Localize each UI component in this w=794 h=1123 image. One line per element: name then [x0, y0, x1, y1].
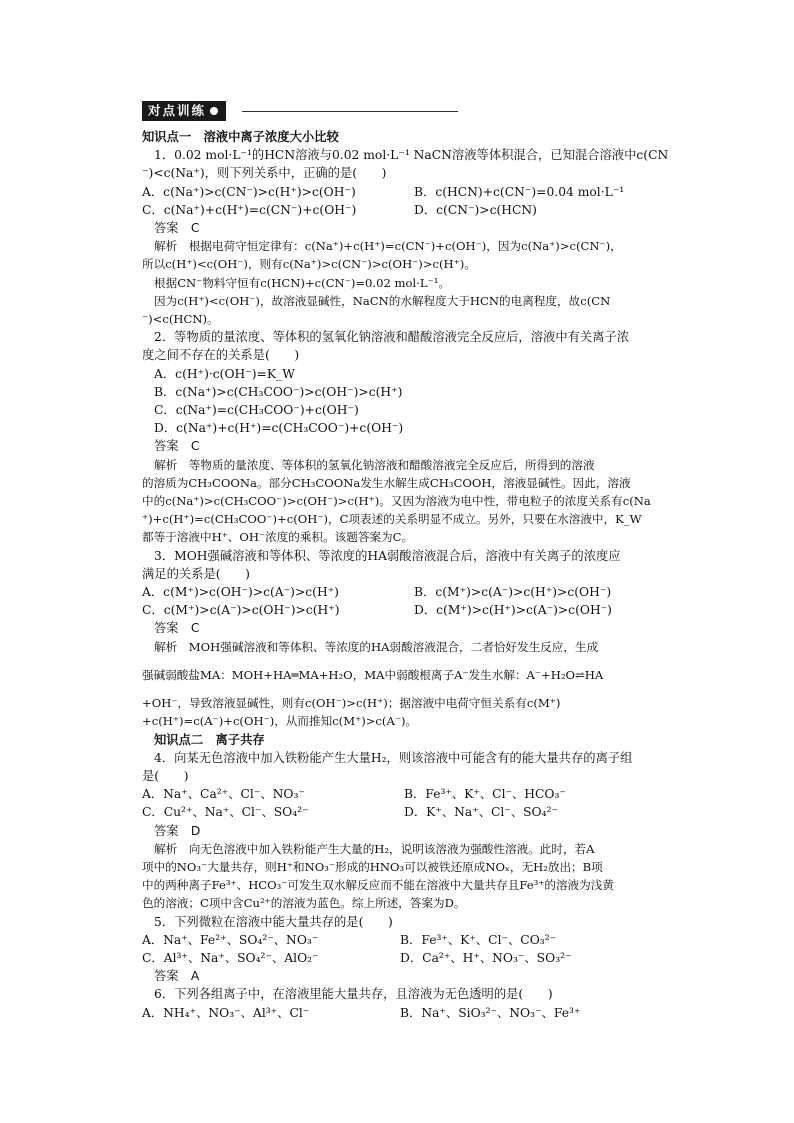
q4-options-row2	[142, 803, 687, 821]
q1-explanation-4: 因为c(H⁺)<c(OH⁻)，故溶液显碱性，NaCN的水解程度大于HCN的电离程度，故c(CN	[154, 293, 611, 308]
q4-option-d: D．K⁺、Na⁺、Cl⁻、SO₄²⁻	[404, 805, 558, 820]
q5-stem: 5．下列微粒在溶液中能大量共存的是( )	[154, 914, 393, 929]
q3-option-c: C．c(M⁺)>c(A⁻)>c(OH⁻)>c(H⁺)	[142, 603, 340, 618]
q4-explanation-1: 解析 向无色溶液中加入铁粉能产生大量的H₂，说明该溶液为强酸性溶液。此时，若A	[154, 841, 595, 856]
q3-option-d: D．c(M⁺)>c(H⁺)>c(A⁻)>c(OH⁻)	[414, 603, 612, 618]
q3-stem-line1: 3．MOH强碱溶液和等体积、等浓度的HA弱酸溶液混合后，溶液中有关离子的浓度应	[154, 548, 621, 563]
q2-option-b: B．c(Na⁺)>c(CH₃COO⁻)>c(OH⁻)>c(H⁺)	[154, 384, 403, 399]
q4-option-c: C．Cu²⁺、Na⁺、Cl⁻、SO₄²⁻	[142, 805, 309, 820]
q6-option-b: B．Na⁺、SiO₃²⁻、NO₃⁻、Fe³⁺	[400, 1005, 581, 1020]
q3-option-a: A．c(M⁺)>c(OH⁻)>c(A⁻)>c(H⁺)	[142, 585, 339, 600]
q5-option-a: A．Na⁺、Fe²⁺、SO₄²⁻、NO₃⁻	[142, 932, 319, 947]
q2-answer: 答案 C	[154, 439, 200, 454]
q2-stem-line2: 度之间不存在的关系是( )	[142, 348, 300, 363]
q4-options-row1	[142, 785, 687, 803]
q2-explanation-1: 解析 等物质的量浓度、等体积的氢氧化钠溶液和醋酸溶液完全反应后，所得到的溶液	[154, 457, 595, 472]
section-title-2: 知识点二 离子共存	[154, 732, 265, 747]
q3-explanation-4: +c(H⁺)=c(A⁻)+c(OH⁻)，从而推知c(M⁺)>c(A⁻)。	[142, 714, 418, 729]
header-title: 对点训练	[148, 103, 207, 118]
q6-options-row1	[142, 1004, 687, 1022]
q1-explanation-3: 根据CN⁻物料守恒有c(HCN)+c(CN⁻)=0.02 mol·L⁻¹。	[154, 275, 450, 290]
q4-option-b: B．Fe³⁺、K⁺、Cl⁻、HCO₃⁻	[404, 787, 566, 802]
q3-options-row2	[142, 601, 687, 619]
q3-explanation-1: 解析 MOH强碱溶液和等体积、等浓度的HA弱酸溶液混合，二者恰好发生反应，生成	[154, 639, 599, 654]
q2-option-c: C．c(Na⁺)=c(CH₃COO⁻)+c(OH⁻)	[154, 403, 359, 418]
q6-stem: 6．下列各组离子中，在溶液里能大量共存，且溶液为无色透明的是( )	[154, 987, 553, 1002]
q4-stem-line2: 是( )	[142, 768, 189, 783]
header-rule	[242, 111, 458, 112]
header-badge	[142, 101, 226, 121]
q1-options-row2	[142, 201, 687, 219]
q3-explanation-3: +OH⁻，导致溶液显碱性，则有c(OH⁻)>c(H⁺)；据溶液中电荷守恒关系有c(M⁺)	[142, 696, 561, 711]
q1-explanation-1: 解析 根据电荷守恒定律有：c(Na⁺)+c(H⁺)=c(CN⁻)+c(OH⁻)，因为c(Na⁺)>c(CN⁻)，	[154, 239, 622, 254]
q5-options-row1	[142, 931, 687, 949]
q4-explanation-4: 色的溶液；C项中含Cu²⁺的溶液为蓝色。综上所述，答案为D。	[142, 896, 466, 911]
q2-explanation-4: ⁺)+c(H⁺)=c(CH₃COO⁻)+c(OH⁻)，C项表述的关系明显不成立。另外，只要在水溶液中，K_W	[142, 512, 642, 527]
q1-option-b: B．c(HCN)+c(CN⁻)=0.04 mol·L⁻¹	[414, 184, 625, 199]
document-page	[142, 100, 687, 1022]
q4-option-a: A．Na⁺、Ca²⁺、Cl⁻、NO₃⁻	[142, 787, 305, 802]
q1-answer: 答案 C	[154, 221, 200, 236]
q3-option-b: B．c(M⁺)>c(A⁻)>c(H⁺)>c(OH⁻)	[414, 585, 612, 600]
q3-explanation-2: 强碱弱酸盐MA：MOH+HA═MA+H₂O，MA中弱酸根离子A⁻发生水解：A⁻+H₂O⇌HA	[142, 667, 604, 682]
q1-stem-line2: ⁻)<c(Na⁺)，则下列关系中，正确的是( )	[142, 166, 387, 181]
q2-explanation-2: 的溶质为CH₃COONa。部分CH₃COONa发生水解生成CH₃COOH，溶液显碱性。因此，溶液	[142, 475, 631, 490]
q5-option-b: B．Fe³⁺、K⁺、Cl⁻、CO₃²⁻	[400, 932, 557, 947]
q6-option-a: A．NH₄⁺、NO₃⁻、Al³⁺、Cl⁻	[142, 1005, 310, 1020]
q5-option-d: D．Ca²⁺、H⁺、NO₃⁻、SO₃²⁻	[400, 950, 572, 965]
q2-option-d: D．c(Na⁺)+c(H⁺)=c(CH₃COO⁻)+c(OH⁻)	[154, 421, 404, 436]
q2-stem-line1: 2．等物质的量浓度、等体积的氢氧化钠溶液和醋酸溶液完全反应后，溶液中有关离子浓	[154, 330, 630, 345]
q4-stem-line1: 4．向某无色溶液中加入铁粉能产生大量H₂，则该溶液中可能含有的能大量共存的离子组	[154, 750, 633, 765]
q1-stem-line1: 1．0.02 mol·L⁻¹的HCN溶液与0.02 mol·L⁻¹ NaCN溶液等体积混合，已知混合溶液中c(CN	[154, 148, 669, 163]
q5-options-row2	[142, 949, 687, 967]
q3-answer: 答案 C	[154, 621, 200, 636]
q1-option-a: A．c(Na⁺)>c(CN⁻)>c(H⁺)>c(OH⁻)	[142, 184, 356, 199]
q4-explanation-2: 项中的NO₃⁻大量共存，则H⁺和NO₃⁻形成的HNO₃可以被铁还原成NOₓ，无H₂放出；B项	[142, 859, 603, 874]
section-header	[142, 100, 687, 120]
q5-answer: 答案 A	[154, 969, 200, 984]
section-title-1: 知识点一 溶液中离子浓度大小比较	[142, 130, 339, 144]
q1-explanation-5: ⁻)<c(HCN)。	[142, 312, 219, 327]
dot-icon	[210, 107, 218, 115]
q3-options-row1	[142, 583, 687, 601]
q4-answer: 答案 D	[154, 823, 201, 838]
q2-option-a: A．c(H⁺)·c(OH⁻)=K_W	[154, 366, 295, 381]
q1-explanation-2: 所以c(H⁺)<c(OH⁻)，则有c(Na⁺)>c(CN⁻)>c(OH⁻)>c(H⁺)。	[142, 257, 476, 272]
q3-stem-line2: 满足的关系是( )	[142, 566, 250, 581]
q4-explanation-3: 中的两种离子Fe³⁺、HCO₃⁻可发生双水解反应而不能在溶液中大量共存且Fe³⁺的溶液为浅黄	[142, 878, 614, 893]
q1-option-c: C．c(Na⁺)+c(H⁺)=c(CN⁻)+c(OH⁻)	[142, 202, 357, 217]
q1-options-row1	[142, 183, 687, 201]
q2-explanation-5: 都等于溶液中H⁺、OH⁻浓度的乘积。该题答案为C。	[142, 530, 414, 545]
q2-explanation-3: 中的c(Na⁺)>c(CH₃COO⁻)>c(OH⁻)>c(H⁺)。又因为溶液为电中性，带电粒子的浓度关系有c(Na	[142, 494, 651, 509]
q5-option-c: C．Al³⁺、Na⁺、SO₄²⁻、AlO₂⁻	[142, 950, 319, 965]
q1-option-d: D．c(CN⁻)>c(HCN)	[414, 202, 537, 217]
